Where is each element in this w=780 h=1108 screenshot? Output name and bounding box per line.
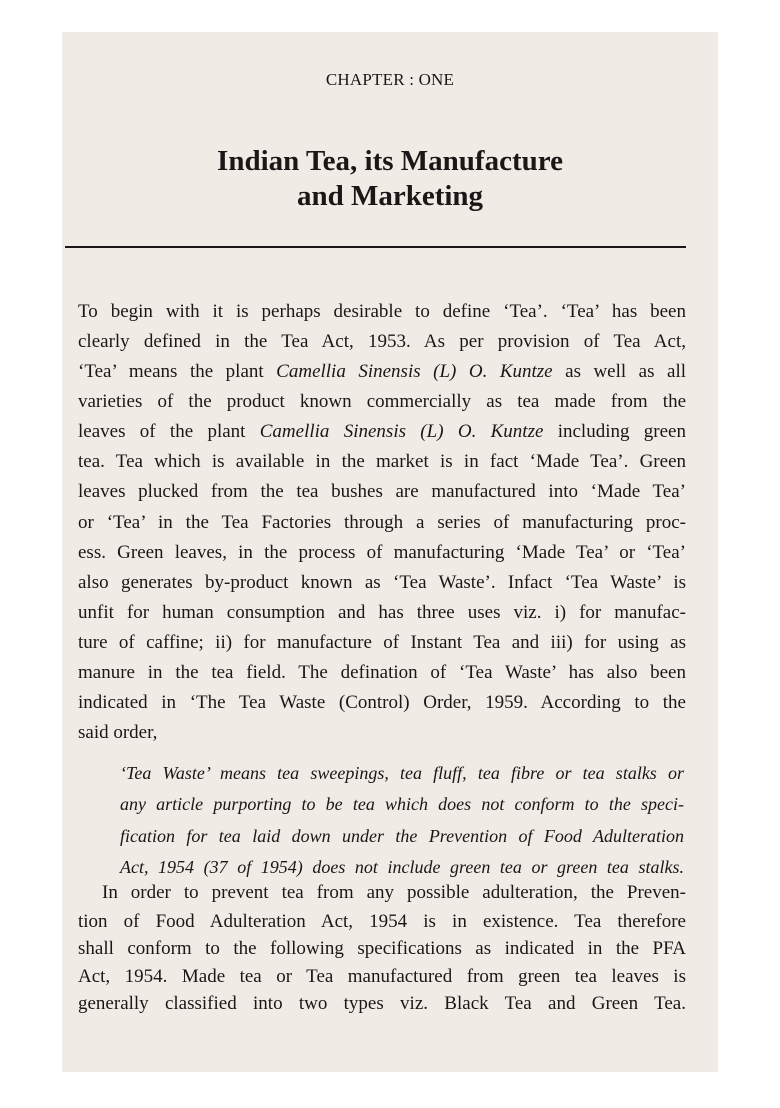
text-line: said order, <box>78 722 158 743</box>
species-name: Camellia Sinensis (L) O. Kuntze <box>259 421 544 442</box>
text-segment: ‘Tea’ means the plant <box>78 361 277 382</box>
chapter-title-line-2: and Marketing <box>296 180 484 212</box>
chapter-title-line-1: Indian Tea, its Manufacture <box>217 145 563 177</box>
text-line: leaves plucked from the tea bushes are manufactured into ‘Made Tea’ <box>78 481 686 502</box>
text-line: tion of Food Adulteration Act, 1954 is in existence. Tea therefore <box>78 911 686 932</box>
text-line: also generates by-product known as ‘Tea Waste’. Infact ‘Tea Waste’ is <box>78 572 686 593</box>
text-segment: leaves of the plant <box>78 421 260 442</box>
text-line: indicated in ‘The Tea Waste (Control) Order, 1959. According to the <box>78 692 686 713</box>
quote-line: Act, 1954 (37 of 1954) does not include green tea or green tea stalks. <box>120 857 684 877</box>
text-line <box>78 361 686 383</box>
text-segment: including green <box>543 421 686 442</box>
quote-line: any article purporting to be tea which does not conform to the speci- <box>120 794 684 814</box>
text-line: manure in the tea field. The defination of ‘Tea Waste’ has also been <box>78 662 686 683</box>
text-line: shall conform to the following specifications as indicated in the PFA <box>78 938 686 959</box>
text-line: generally classified into two types viz. Black Tea and Green Tea. <box>78 993 686 1014</box>
text-line: ture of caffine; ii) for manufacture of Instant Tea and iii) for using as <box>78 632 686 653</box>
text-line: unfit for human consumption and has three uses viz. i) for manufac- <box>78 602 686 623</box>
text-line: varieties of the product known commercially as tea made from the <box>78 391 686 412</box>
text-line: ess. Green leaves, in the process of manufacturing ‘Made Tea’ or ‘Tea’ <box>78 542 686 563</box>
quote-line: fication for tea laid down under the Prevention of Food Adulteration <box>120 826 684 846</box>
text-line: tea. Tea which is available in the market is in fact ‘Made Tea’. Green <box>78 451 686 472</box>
quote-line: ‘Tea Waste’ means tea sweepings, tea fluff, tea fibre or tea stalks or <box>120 763 684 783</box>
text-line: Act, 1954. Made tea or Tea manufactured from green tea leaves is <box>78 966 686 987</box>
chapter-label: CHAPTER : ONE <box>325 70 455 89</box>
text-line: To begin with it is perhaps desirable to define ‘Tea’. ‘Tea’ has been <box>78 301 686 322</box>
text-line <box>78 421 686 443</box>
text-line: In order to prevent tea from any possible adulteration, the Preven- <box>102 882 686 903</box>
text-line: or ‘Tea’ in the Tea Factories through a series of manufacturing proc- <box>78 512 686 533</box>
text-line: clearly defined in the Tea Act, 1953. As per provision of Tea Act, <box>78 331 686 352</box>
species-name: Camellia Sinensis (L) O. Kuntze <box>276 361 553 382</box>
text-segment: as well as all <box>552 361 687 382</box>
title-divider <box>65 246 686 248</box>
